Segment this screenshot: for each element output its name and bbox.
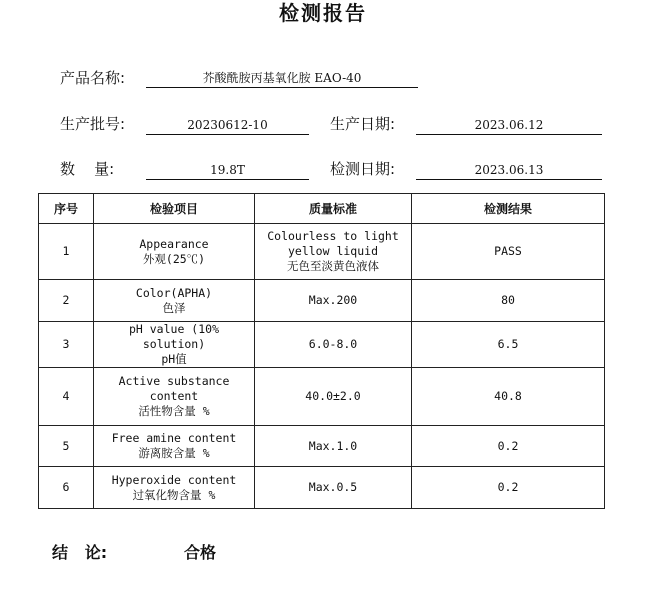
row-item — [94, 322, 255, 368]
row-result: 6.5 — [412, 322, 605, 368]
item-cn: pH值 — [161, 352, 187, 366]
header-standard: 质量标准 — [255, 194, 412, 224]
table-row — [39, 368, 605, 426]
product-name-value: 芥酸酰胺丙基氧化胺 EAO-40 — [146, 70, 418, 88]
item-en: Free amine content — [111, 431, 237, 445]
item-cn: 活性物含量 % — [138, 404, 210, 418]
item-cn: 过氧化物含量 % — [132, 487, 216, 502]
table-row — [39, 426, 605, 467]
table-row — [39, 322, 605, 368]
standard-line: yellow liquid — [287, 244, 378, 258]
row-standard — [255, 467, 412, 509]
header-item: 检验项目 — [94, 194, 255, 224]
item-cn: 外观(25℃) — [142, 251, 206, 266]
table-row — [39, 224, 605, 280]
row-standard — [255, 426, 412, 467]
standard-line: 40.0±2.0 — [305, 389, 361, 403]
item-cn: 游离胺含量 % — [138, 446, 210, 460]
conclusion-label: 结 论: — [52, 543, 108, 562]
item-en: Color(APHA) — [135, 285, 213, 300]
row-seq: 4 — [39, 368, 94, 426]
item-en: pH value (10% solution) — [128, 322, 219, 351]
inspection-table — [38, 193, 605, 509]
standard-line: Max.1.0 — [308, 438, 358, 453]
header-result: 检测结果 — [412, 194, 605, 224]
row-item — [94, 426, 255, 467]
test-date-value: 2023.06.13 — [416, 162, 602, 180]
row-result: 80 — [412, 280, 605, 322]
row-standard — [255, 368, 412, 426]
row-seq: 6 — [39, 467, 94, 509]
row-result: 0.2 — [412, 467, 605, 509]
row-item — [94, 368, 255, 426]
row-result: PASS — [412, 224, 605, 280]
quantity-label: 数 量: — [60, 160, 115, 178]
row-standard — [255, 322, 412, 368]
row-standard — [255, 224, 412, 280]
standard-line: Max.0.5 — [308, 480, 358, 494]
production-date-value: 2023.06.12 — [416, 117, 602, 135]
quantity-value: 19.8T — [146, 162, 309, 180]
row-seq: 2 — [39, 280, 94, 322]
standard-line: Colourless to light — [267, 229, 399, 243]
conclusion-value: 合格 — [184, 543, 217, 562]
row-item — [94, 467, 255, 509]
row-result: 0.2 — [412, 426, 605, 467]
header-seq: 序号 — [39, 194, 94, 224]
product-name-label: 产品名称: — [60, 69, 126, 87]
batch-value: 20230612-10 — [146, 117, 309, 135]
item-en: Active substance — [118, 374, 230, 388]
table-header-row — [39, 194, 605, 224]
standard-line: 无色至淡黄色液体 — [287, 259, 379, 273]
item-cn: 色泽 — [162, 300, 186, 315]
standard-line: Max.200 — [308, 293, 358, 307]
batch-label: 生产批号: — [60, 115, 126, 133]
table-row — [39, 280, 605, 322]
table-row — [39, 467, 605, 509]
row-seq: 3 — [39, 322, 94, 368]
row-seq: 5 — [39, 426, 94, 467]
item-en: content — [149, 389, 199, 403]
test-date-label: 检测日期: — [330, 160, 396, 178]
row-item — [94, 280, 255, 322]
report-title: 检测报告 — [279, 1, 367, 25]
standard-line: 6.0-8.0 — [308, 337, 358, 351]
row-seq: 1 — [39, 224, 94, 280]
row-standard — [255, 280, 412, 322]
row-result: 40.8 — [412, 368, 605, 426]
production-date-label: 生产日期: — [330, 115, 396, 133]
item-en: Appearance — [139, 236, 209, 251]
row-item — [94, 224, 255, 280]
item-en: Hyperoxide content — [111, 472, 237, 487]
